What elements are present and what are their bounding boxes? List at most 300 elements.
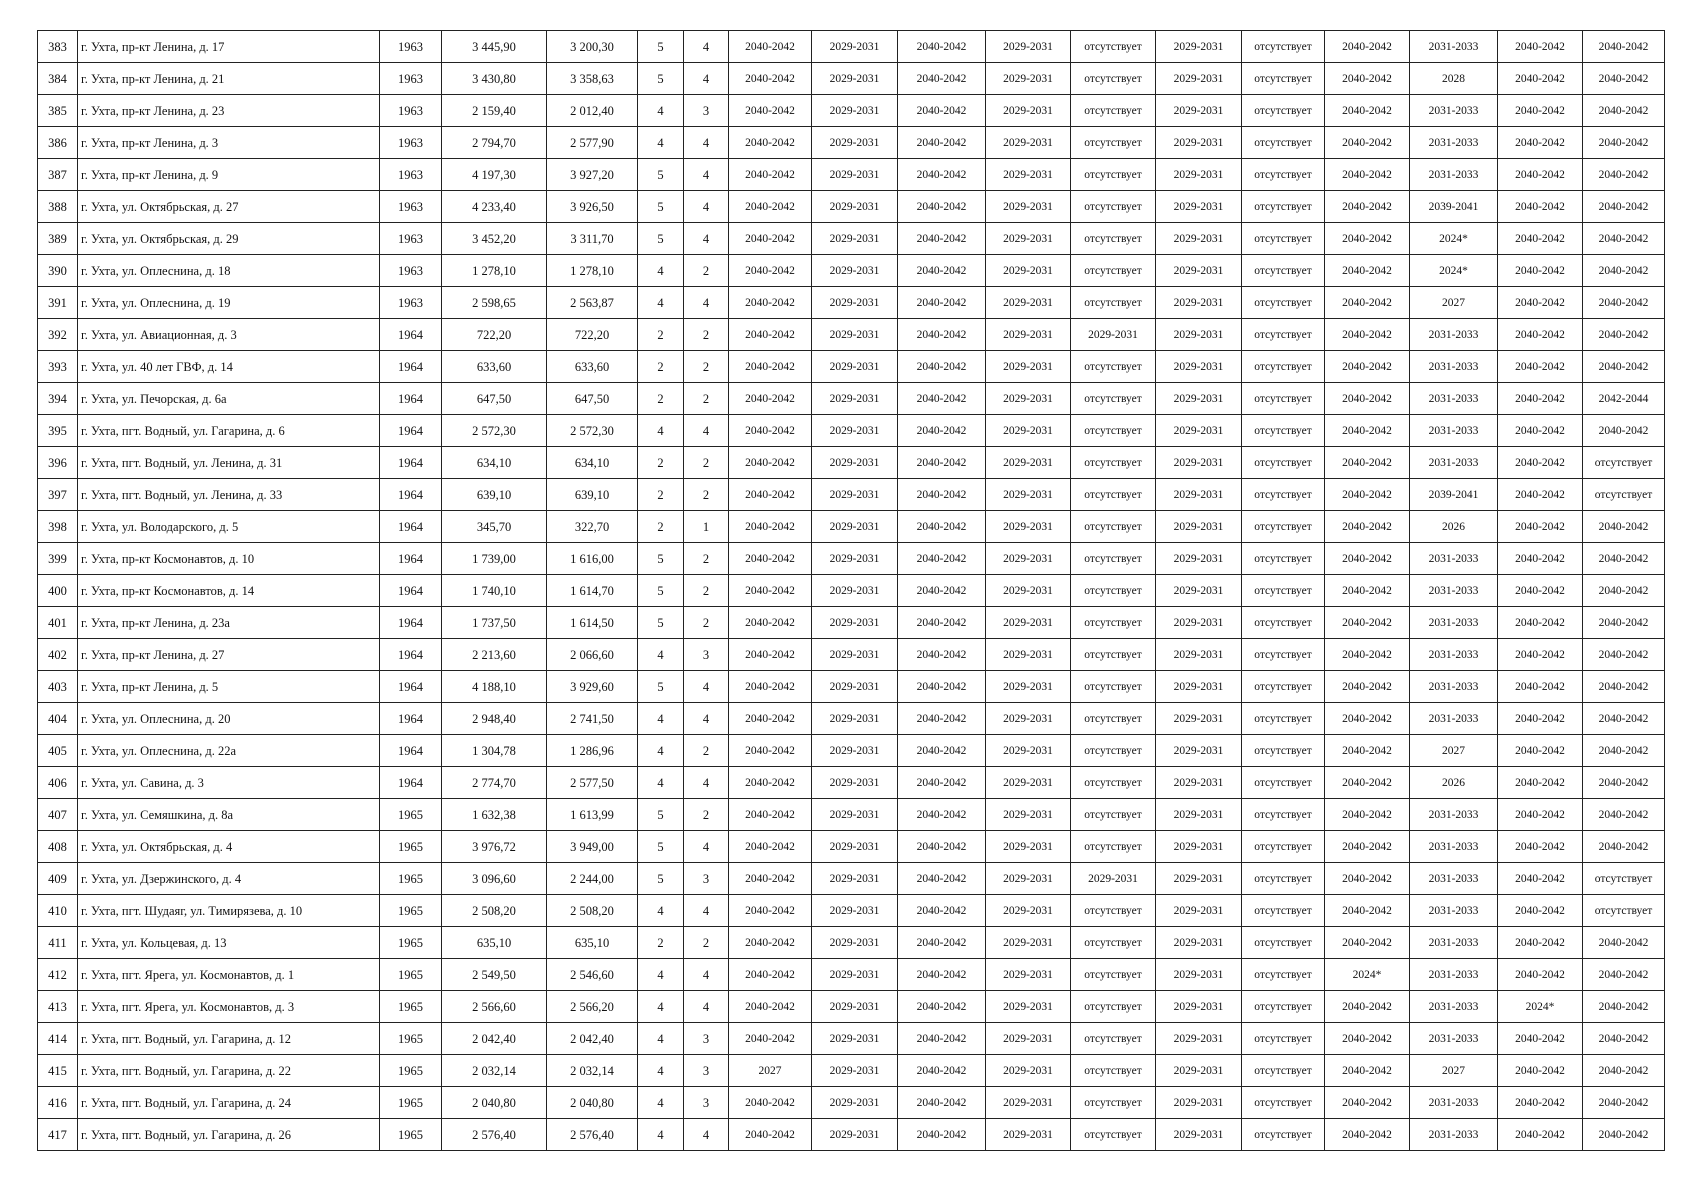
cell-work-period-6: 2029-2031 <box>1156 223 1242 255</box>
cell-living-area: 639,10 <box>547 479 638 511</box>
cell-work-period-7: отсутствует <box>1242 863 1325 895</box>
cell-build-year: 1964 <box>380 511 442 543</box>
cell-address: г. Ухта, пгт. Водный, ул. Ленина, д. 33 <box>78 479 380 511</box>
cell-work-period-6: 2029-2031 <box>1156 895 1242 927</box>
cell-work-period-4: 2029-2031 <box>986 351 1071 383</box>
cell-living-area: 2 576,40 <box>547 1119 638 1151</box>
cell-entrances: 2 <box>684 607 729 639</box>
cell-work-period-3: 2040-2042 <box>898 607 986 639</box>
cell-total-area: 1 740,10 <box>442 575 547 607</box>
cell-work-period-3: 2040-2042 <box>898 351 986 383</box>
cell-work-period-2: 2029-2031 <box>812 127 898 159</box>
cell-work-period-7: отсутствует <box>1242 159 1325 191</box>
cell-work-period-9: 2031-2033 <box>1410 927 1498 959</box>
cell-work-period-10: 2040-2042 <box>1498 543 1583 575</box>
cell-entrances: 2 <box>684 479 729 511</box>
cell-build-year: 1964 <box>380 703 442 735</box>
cell-work-period-7: отсутствует <box>1242 1119 1325 1151</box>
cell-build-year: 1965 <box>380 799 442 831</box>
cell-row-number: 412 <box>38 959 78 991</box>
cell-work-period-1: 2040-2042 <box>729 127 812 159</box>
cell-work-period-2: 2029-2031 <box>812 927 898 959</box>
cell-work-period-4: 2029-2031 <box>986 927 1071 959</box>
cell-work-period-5: отсутствует <box>1071 575 1156 607</box>
table-row <box>38 735 1665 767</box>
cell-work-period-5: отсутствует <box>1071 1119 1156 1151</box>
cell-entrances: 2 <box>684 543 729 575</box>
cell-work-period-9: 2031-2033 <box>1410 543 1498 575</box>
cell-work-period-6: 2029-2031 <box>1156 991 1242 1023</box>
cell-entrances: 4 <box>684 127 729 159</box>
cell-floors: 2 <box>638 927 684 959</box>
cell-total-area: 2 566,60 <box>442 991 547 1023</box>
cell-work-period-1: 2040-2042 <box>729 831 812 863</box>
cell-total-area: 633,60 <box>442 351 547 383</box>
cell-floors: 5 <box>638 63 684 95</box>
cell-living-area: 2 244,00 <box>547 863 638 895</box>
cell-work-period-8: 2040-2042 <box>1325 1055 1410 1087</box>
cell-living-area: 2 577,50 <box>547 767 638 799</box>
cell-work-period-4: 2029-2031 <box>986 287 1071 319</box>
cell-work-period-7: отсутствует <box>1242 191 1325 223</box>
cell-build-year: 1965 <box>380 1087 442 1119</box>
cell-work-period-4: 2029-2031 <box>986 1055 1071 1087</box>
cell-work-period-2: 2029-2031 <box>812 543 898 575</box>
cell-total-area: 2 040,80 <box>442 1087 547 1119</box>
cell-work-period-1: 2040-2042 <box>729 191 812 223</box>
cell-work-period-11: 2040-2042 <box>1583 831 1665 863</box>
cell-address: г. Ухта, ул. Октябрьская, д. 4 <box>78 831 380 863</box>
cell-work-period-4: 2029-2031 <box>986 639 1071 671</box>
cell-work-period-5: отсутствует <box>1071 447 1156 479</box>
cell-work-period-10: 2040-2042 <box>1498 191 1583 223</box>
cell-total-area: 2 774,70 <box>442 767 547 799</box>
table-row <box>38 383 1665 415</box>
cell-floors: 4 <box>638 639 684 671</box>
cell-address: г. Ухта, ул. Печорская, д. 6а <box>78 383 380 415</box>
cell-work-period-3: 2040-2042 <box>898 703 986 735</box>
cell-address: г. Ухта, ул. Оплеснина, д. 19 <box>78 287 380 319</box>
cell-work-period-8: 2040-2042 <box>1325 639 1410 671</box>
cell-row-number: 390 <box>38 255 78 287</box>
cell-living-area: 3 926,50 <box>547 191 638 223</box>
cell-work-period-11: 2040-2042 <box>1583 1119 1665 1151</box>
cell-work-period-11: 2040-2042 <box>1583 735 1665 767</box>
cell-work-period-9: 2031-2033 <box>1410 799 1498 831</box>
table-row <box>38 607 1665 639</box>
cell-build-year: 1965 <box>380 895 442 927</box>
cell-work-period-3: 2040-2042 <box>898 959 986 991</box>
cell-address: г. Ухта, ул. Октябрьская, д. 29 <box>78 223 380 255</box>
cell-floors: 5 <box>638 223 684 255</box>
cell-work-period-6: 2029-2031 <box>1156 351 1242 383</box>
cell-row-number: 404 <box>38 703 78 735</box>
cell-work-period-8: 2040-2042 <box>1325 863 1410 895</box>
cell-work-period-4: 2029-2031 <box>986 63 1071 95</box>
cell-work-period-3: 2040-2042 <box>898 63 986 95</box>
cell-work-period-6: 2029-2031 <box>1156 927 1242 959</box>
cell-work-period-7: отсутствует <box>1242 63 1325 95</box>
cell-work-period-10: 2040-2042 <box>1498 735 1583 767</box>
cell-entrances: 2 <box>684 799 729 831</box>
cell-work-period-8: 2040-2042 <box>1325 319 1410 351</box>
cell-work-period-10: 2040-2042 <box>1498 1087 1583 1119</box>
table-row <box>38 895 1665 927</box>
cell-work-period-1: 2040-2042 <box>729 31 812 63</box>
cell-work-period-9: 2031-2033 <box>1410 671 1498 703</box>
cell-floors: 2 <box>638 511 684 543</box>
cell-address: г. Ухта, пгт. Водный, ул. Гагарина, д. 26 <box>78 1119 380 1151</box>
cell-work-period-3: 2040-2042 <box>898 191 986 223</box>
cell-entrances: 4 <box>684 959 729 991</box>
cell-work-period-1: 2040-2042 <box>729 159 812 191</box>
cell-floors: 4 <box>638 703 684 735</box>
cell-row-number: 403 <box>38 671 78 703</box>
cell-work-period-9: 2031-2033 <box>1410 351 1498 383</box>
cell-work-period-9: 2031-2033 <box>1410 1087 1498 1119</box>
cell-work-period-11: 2040-2042 <box>1583 351 1665 383</box>
cell-build-year: 1963 <box>380 127 442 159</box>
table-row <box>38 447 1665 479</box>
cell-entrances: 3 <box>684 1087 729 1119</box>
cell-work-period-4: 2029-2031 <box>986 575 1071 607</box>
cell-work-period-6: 2029-2031 <box>1156 1023 1242 1055</box>
cell-entrances: 2 <box>684 447 729 479</box>
cell-address: г. Ухта, ул. Володарского, д. 5 <box>78 511 380 543</box>
cell-work-period-9: 2039-2041 <box>1410 479 1498 511</box>
cell-work-period-11: 2040-2042 <box>1583 31 1665 63</box>
cell-work-period-11: 2040-2042 <box>1583 319 1665 351</box>
cell-work-period-7: отсутствует <box>1242 831 1325 863</box>
cell-entrances: 2 <box>684 927 729 959</box>
table-row <box>38 799 1665 831</box>
cell-entrances: 4 <box>684 991 729 1023</box>
cell-entrances: 4 <box>684 767 729 799</box>
cell-work-period-3: 2040-2042 <box>898 895 986 927</box>
cell-work-period-11: 2040-2042 <box>1583 1055 1665 1087</box>
cell-address: г. Ухта, ул. Октябрьская, д. 27 <box>78 191 380 223</box>
cell-work-period-9: 2031-2033 <box>1410 863 1498 895</box>
cell-work-period-4: 2029-2031 <box>986 863 1071 895</box>
cell-entrances: 3 <box>684 863 729 895</box>
cell-work-period-8: 2040-2042 <box>1325 1087 1410 1119</box>
cell-work-period-3: 2040-2042 <box>898 1023 986 1055</box>
cell-living-area: 647,50 <box>547 383 638 415</box>
cell-floors: 4 <box>638 255 684 287</box>
cell-entrances: 1 <box>684 511 729 543</box>
cell-work-period-5: отсутствует <box>1071 735 1156 767</box>
cell-work-period-7: отсутствует <box>1242 31 1325 63</box>
cell-work-period-4: 2029-2031 <box>986 895 1071 927</box>
cell-floors: 2 <box>638 351 684 383</box>
cell-work-period-11: 2040-2042 <box>1583 127 1665 159</box>
cell-work-period-6: 2029-2031 <box>1156 63 1242 95</box>
cell-build-year: 1963 <box>380 191 442 223</box>
cell-work-period-7: отсутствует <box>1242 607 1325 639</box>
cell-work-period-6: 2029-2031 <box>1156 31 1242 63</box>
cell-work-period-4: 2029-2031 <box>986 671 1071 703</box>
cell-work-period-5: 2029-2031 <box>1071 319 1156 351</box>
cell-floors: 5 <box>638 191 684 223</box>
cell-build-year: 1963 <box>380 255 442 287</box>
cell-work-period-8: 2040-2042 <box>1325 799 1410 831</box>
cell-work-period-7: отсутствует <box>1242 1023 1325 1055</box>
cell-work-period-4: 2029-2031 <box>986 95 1071 127</box>
cell-work-period-6: 2029-2031 <box>1156 959 1242 991</box>
cell-work-period-11: 2040-2042 <box>1583 767 1665 799</box>
cell-row-number: 415 <box>38 1055 78 1087</box>
cell-work-period-9: 2027 <box>1410 1055 1498 1087</box>
cell-work-period-5: отсутствует <box>1071 191 1156 223</box>
cell-work-period-1: 2040-2042 <box>729 575 812 607</box>
cell-living-area: 3 200,30 <box>547 31 638 63</box>
cell-work-period-10: 2040-2042 <box>1498 1055 1583 1087</box>
cell-work-period-8: 2040-2042 <box>1325 255 1410 287</box>
cell-work-period-4: 2029-2031 <box>986 511 1071 543</box>
cell-work-period-8: 2040-2042 <box>1325 831 1410 863</box>
cell-work-period-4: 2029-2031 <box>986 255 1071 287</box>
cell-work-period-11: отсутствует <box>1583 895 1665 927</box>
cell-work-period-5: отсутствует <box>1071 1055 1156 1087</box>
cell-address: г. Ухта, пгт. Водный, ул. Гагарина, д. 6 <box>78 415 380 447</box>
cell-work-period-7: отсутствует <box>1242 767 1325 799</box>
cell-living-area: 1 286,96 <box>547 735 638 767</box>
cell-work-period-2: 2029-2031 <box>812 767 898 799</box>
cell-work-period-9: 2031-2033 <box>1410 607 1498 639</box>
cell-work-period-7: отсутствует <box>1242 543 1325 575</box>
cell-build-year: 1965 <box>380 927 442 959</box>
table-row <box>38 831 1665 863</box>
cell-work-period-10: 2040-2042 <box>1498 799 1583 831</box>
cell-work-period-11: 2040-2042 <box>1583 95 1665 127</box>
cell-total-area: 1 304,78 <box>442 735 547 767</box>
cell-work-period-5: отсутствует <box>1071 31 1156 63</box>
cell-build-year: 1965 <box>380 991 442 1023</box>
cell-work-period-11: 2040-2042 <box>1583 575 1665 607</box>
cell-work-period-10: 2040-2042 <box>1498 447 1583 479</box>
cell-work-period-3: 2040-2042 <box>898 479 986 511</box>
cell-row-number: 416 <box>38 1087 78 1119</box>
cell-work-period-11: 2040-2042 <box>1583 543 1665 575</box>
cell-living-area: 1 614,50 <box>547 607 638 639</box>
cell-living-area: 633,60 <box>547 351 638 383</box>
cell-work-period-2: 2029-2031 <box>812 511 898 543</box>
cell-work-period-1: 2040-2042 <box>729 895 812 927</box>
cell-entrances: 2 <box>684 255 729 287</box>
table-row <box>38 863 1665 895</box>
cell-work-period-7: отсутствует <box>1242 639 1325 671</box>
cell-living-area: 1 613,99 <box>547 799 638 831</box>
cell-living-area: 2 032,14 <box>547 1055 638 1087</box>
cell-total-area: 1 632,38 <box>442 799 547 831</box>
cell-work-period-4: 2029-2031 <box>986 159 1071 191</box>
cell-floors: 2 <box>638 479 684 511</box>
cell-living-area: 322,70 <box>547 511 638 543</box>
cell-work-period-5: отсутствует <box>1071 703 1156 735</box>
table-row <box>38 127 1665 159</box>
cell-work-period-11: 2040-2042 <box>1583 991 1665 1023</box>
cell-build-year: 1965 <box>380 1119 442 1151</box>
cell-living-area: 2 012,40 <box>547 95 638 127</box>
cell-work-period-1: 2040-2042 <box>729 1119 812 1151</box>
cell-work-period-4: 2029-2031 <box>986 479 1071 511</box>
cell-living-area: 722,20 <box>547 319 638 351</box>
cell-build-year: 1964 <box>380 383 442 415</box>
cell-total-area: 345,70 <box>442 511 547 543</box>
cell-row-number: 400 <box>38 575 78 607</box>
cell-floors: 5 <box>638 543 684 575</box>
cell-floors: 5 <box>638 863 684 895</box>
table-row <box>38 671 1665 703</box>
cell-work-period-5: отсутствует <box>1071 127 1156 159</box>
cell-work-period-4: 2029-2031 <box>986 735 1071 767</box>
cell-work-period-5: отсутствует <box>1071 351 1156 383</box>
cell-work-period-2: 2029-2031 <box>812 63 898 95</box>
cell-address: г. Ухта, пр-кт Ленина, д. 23а <box>78 607 380 639</box>
cell-work-period-4: 2029-2031 <box>986 31 1071 63</box>
cell-work-period-7: отсутствует <box>1242 95 1325 127</box>
cell-work-period-5: отсутствует <box>1071 671 1156 703</box>
cell-work-period-10: 2040-2042 <box>1498 95 1583 127</box>
cell-address: г. Ухта, пр-кт Ленина, д. 23 <box>78 95 380 127</box>
cell-build-year: 1964 <box>380 351 442 383</box>
cell-address: г. Ухта, ул. Оплеснина, д. 20 <box>78 703 380 735</box>
cell-work-period-7: отсутствует <box>1242 127 1325 159</box>
cell-address: г. Ухта, пр-кт Ленина, д. 9 <box>78 159 380 191</box>
cell-work-period-10: 2040-2042 <box>1498 1119 1583 1151</box>
cell-row-number: 405 <box>38 735 78 767</box>
cell-entrances: 4 <box>684 191 729 223</box>
cell-work-period-6: 2029-2031 <box>1156 543 1242 575</box>
cell-work-period-9: 2031-2033 <box>1410 383 1498 415</box>
cell-total-area: 2 159,40 <box>442 95 547 127</box>
cell-work-period-3: 2040-2042 <box>898 1087 986 1119</box>
cell-work-period-9: 2031-2033 <box>1410 447 1498 479</box>
cell-work-period-4: 2029-2031 <box>986 415 1071 447</box>
cell-work-period-6: 2029-2031 <box>1156 639 1242 671</box>
cell-work-period-9: 2031-2033 <box>1410 959 1498 991</box>
table-row <box>38 959 1665 991</box>
cell-floors: 4 <box>638 95 684 127</box>
cell-total-area: 634,10 <box>442 447 547 479</box>
cell-address: г. Ухта, пр-кт Ленина, д. 5 <box>78 671 380 703</box>
cell-floors: 4 <box>638 127 684 159</box>
cell-address: г. Ухта, ул. Авиационная, д. 3 <box>78 319 380 351</box>
cell-row-number: 391 <box>38 287 78 319</box>
cell-work-period-2: 2029-2031 <box>812 351 898 383</box>
cell-work-period-4: 2029-2031 <box>986 831 1071 863</box>
cell-build-year: 1963 <box>380 63 442 95</box>
cell-work-period-7: отсутствует <box>1242 735 1325 767</box>
cell-work-period-3: 2040-2042 <box>898 1055 986 1087</box>
cell-work-period-1: 2040-2042 <box>729 959 812 991</box>
cell-entrances: 4 <box>684 415 729 447</box>
cell-work-period-2: 2029-2031 <box>812 895 898 927</box>
cell-living-area: 3 927,20 <box>547 159 638 191</box>
cell-work-period-7: отсутствует <box>1242 959 1325 991</box>
cell-work-period-9: 2031-2033 <box>1410 1119 1498 1151</box>
cell-work-period-4: 2029-2031 <box>986 959 1071 991</box>
cell-work-period-6: 2029-2031 <box>1156 511 1242 543</box>
cell-work-period-2: 2029-2031 <box>812 255 898 287</box>
cell-work-period-4: 2029-2031 <box>986 767 1071 799</box>
cell-work-period-10: 2040-2042 <box>1498 927 1583 959</box>
cell-work-period-9: 2031-2033 <box>1410 991 1498 1023</box>
cell-work-period-5: отсутствует <box>1071 223 1156 255</box>
cell-work-period-11: 2040-2042 <box>1583 415 1665 447</box>
cell-row-number: 399 <box>38 543 78 575</box>
cell-work-period-4: 2029-2031 <box>986 319 1071 351</box>
cell-floors: 4 <box>638 959 684 991</box>
cell-work-period-10: 2040-2042 <box>1498 831 1583 863</box>
cell-living-area: 3 949,00 <box>547 831 638 863</box>
cell-row-number: 414 <box>38 1023 78 1055</box>
cell-entrances: 4 <box>684 159 729 191</box>
cell-floors: 4 <box>638 415 684 447</box>
table-row <box>38 63 1665 95</box>
cell-work-period-6: 2029-2031 <box>1156 159 1242 191</box>
cell-work-period-3: 2040-2042 <box>898 383 986 415</box>
cell-entrances: 4 <box>684 223 729 255</box>
cell-work-period-8: 2040-2042 <box>1325 895 1410 927</box>
table-row <box>38 1087 1665 1119</box>
cell-work-period-9: 2031-2033 <box>1410 895 1498 927</box>
cell-work-period-6: 2029-2031 <box>1156 703 1242 735</box>
table-row <box>38 1023 1665 1055</box>
cell-build-year: 1965 <box>380 959 442 991</box>
cell-row-number: 383 <box>38 31 78 63</box>
cell-work-period-4: 2029-2031 <box>986 1119 1071 1151</box>
cell-work-period-8: 2040-2042 <box>1325 1023 1410 1055</box>
cell-work-period-1: 2040-2042 <box>729 511 812 543</box>
cell-work-period-2: 2029-2031 <box>812 703 898 735</box>
cell-entrances: 4 <box>684 1119 729 1151</box>
cell-work-period-7: отсутствует <box>1242 383 1325 415</box>
cell-work-period-10: 2040-2042 <box>1498 1023 1583 1055</box>
cell-work-period-2: 2029-2031 <box>812 575 898 607</box>
table-row <box>38 703 1665 735</box>
cell-work-period-2: 2029-2031 <box>812 671 898 703</box>
cell-address: г. Ухта, ул. Оплеснина, д. 18 <box>78 255 380 287</box>
cell-work-period-1: 2040-2042 <box>729 319 812 351</box>
cell-row-number: 397 <box>38 479 78 511</box>
cell-total-area: 2 032,14 <box>442 1055 547 1087</box>
cell-total-area: 2 213,60 <box>442 639 547 671</box>
cell-work-period-6: 2029-2031 <box>1156 479 1242 511</box>
cell-work-period-3: 2040-2042 <box>898 1119 986 1151</box>
cell-work-period-11: 2040-2042 <box>1583 799 1665 831</box>
cell-work-period-6: 2029-2031 <box>1156 799 1242 831</box>
cell-address: г. Ухта, пгт. Водный, ул. Ленина, д. 31 <box>78 447 380 479</box>
cell-living-area: 2 508,20 <box>547 895 638 927</box>
cell-work-period-5: отсутствует <box>1071 63 1156 95</box>
cell-work-period-5: отсутствует <box>1071 1087 1156 1119</box>
cell-build-year: 1965 <box>380 863 442 895</box>
cell-floors: 2 <box>638 383 684 415</box>
cell-work-period-7: отсутствует <box>1242 223 1325 255</box>
cell-work-period-1: 2040-2042 <box>729 223 812 255</box>
cell-work-period-2: 2029-2031 <box>812 319 898 351</box>
cell-address: г. Ухта, пгт. Водный, ул. Гагарина, д. 12 <box>78 1023 380 1055</box>
cell-work-period-3: 2040-2042 <box>898 927 986 959</box>
cell-living-area: 3 929,60 <box>547 671 638 703</box>
cell-row-number: 395 <box>38 415 78 447</box>
cell-work-period-10: 2040-2042 <box>1498 287 1583 319</box>
cell-work-period-11: 2040-2042 <box>1583 1087 1665 1119</box>
cell-work-period-8: 2040-2042 <box>1325 511 1410 543</box>
cell-work-period-11: 2040-2042 <box>1583 63 1665 95</box>
cell-address: г. Ухта, пгт. Водный, ул. Гагарина, д. 22 <box>78 1055 380 1087</box>
